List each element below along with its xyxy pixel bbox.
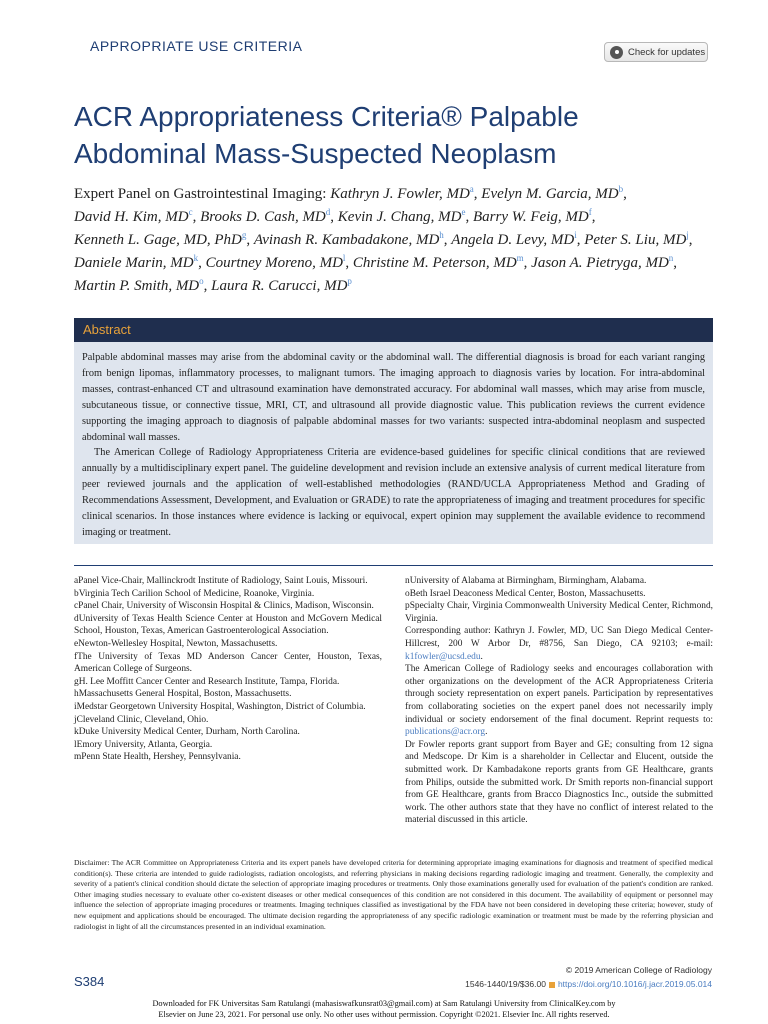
affiliation: dUniversity of Texas Health Science Center at Houston and McGovern Medical School, Houston, Texas, American Gastroenterological Association. [74, 613, 382, 637]
author-name: Barry W. Feig, MD [473, 209, 589, 225]
disclosure-statement: Dr Fowler reports grant support from Bayer and GE; consulting from 12 signa and Medscope. Dr Kim is a shareholder in Cellectar and Elucent, outside the submitted work. Dr Kambadakone reports grants from GE Healthcare, grants from Philips, outside the submitted work. Dr Smith reports non-financial support from GE Healthcare, grants from Bracco Diagnostics Inc., outside the submitted work. The other authors state that they have no conflict of interest related to the material discussed in this article. [405, 739, 713, 826]
author-line: Martin P. Smith, $MD^o$, Laura R. Carucci, $MD^p$ [74, 276, 352, 294]
author-name: Laura R. Carucci, MD [211, 278, 348, 294]
affiliation: lEmory University, Atlanta, Georgia. [74, 739, 213, 750]
author-name: Kenneth L. Gage, MD, PhD [74, 232, 242, 248]
author-name: Kevin J. Chang, MD [337, 209, 462, 225]
author-affiliation-mark[interactable]: k [193, 253, 199, 263]
disclaimer: Disclaimer: The ACR Committee on Appropriateness Criteria and its expert panels have developed criteria for determining appropriate imaging examinations for diagnosis and treatment of specified medical condition(s). These criteria are intended to guide radiologists, radiation oncologists, and referring physicians in making decisions regarding radiologic imaging and treatment. Generally, the complexity and severity of a patient's clinical condition should dictate the selection of appropriate imaging procedures or treatments. Only those examinations generally used for evaluation of the patient's condition are ranked. Other imaging studies necessary to evaluate other co-existent diseases or other medical consequences of this condition are not considered in this document. The availability of equipment or personnel may influence the selection of appropriate imaging procedures or treatments. Imaging techniques classified as investigational by the FDA have not been considered in developing these criteria; however, study of new equipment and applications should be encouraged. The ultimate decision regarding the appropriateness of any specific radiologic examination or treatment must be made by the referring physician and radiologist in light of all the circumstances presented in an individual examination. [74, 858, 713, 931]
corresponding-email-link[interactable]: k1fowler@ucsd.edu [405, 651, 481, 662]
author-affiliation-mark[interactable]: d [325, 207, 331, 217]
author-name: Peter S. Liu, MD [584, 232, 687, 248]
author-affiliation-mark[interactable]: g [241, 230, 247, 240]
download-notice-line: Elsevier on June 23, 2021. For personal use only. No other uses without permission. Copyright ©2021. Elsevier Inc. All rights reserved. [158, 1010, 610, 1019]
author-line: Expert Panel on Gastrointestinal Imaging: Kathryn J. Fowler, $MD^a$, Evelyn M. Garcia, $MD^b$, [74, 184, 627, 202]
download-notice-line: Downloaded for FK Universitas Sam Ratulangi (mahasiswafkunsrat03@gmail.com) at Sam Ratulangi University from ClinicalKey.com by [152, 999, 616, 1008]
acr-note [405, 663, 713, 739]
separator-square-icon [549, 982, 555, 988]
affiliation: pSpecialty Chair, Virginia Commonwealth University Medical Center, Richmond, Virginia. [405, 601, 713, 624]
affiliation: oBeth Israel Deaconess Medical Center, Boston, Massachusetts. [405, 588, 646, 599]
author-name: David H. Kim, MD [74, 209, 189, 225]
section-label: APPROPRIATE USE CRITERIA [90, 38, 303, 54]
author-affiliation-mark[interactable]: p [347, 276, 352, 286]
author-affiliation-mark[interactable]: b [618, 184, 624, 194]
author-affiliation-mark[interactable]: m [516, 253, 524, 263]
affiliations-right-column [405, 575, 713, 827]
acr-note-text: The American College of Radiology seeks and encourages collaboration with other organizations on the development of the ACR Appropriateness Criteria through society representation on expert panels. Participation by representatives from collaborating societies on the expert panel does not necessarily imply individual or society endorsement of the final document. Reprint requests to: [405, 664, 713, 725]
author-name: Courtney Moreno, MD [205, 255, 343, 271]
reprint-email-link[interactable]: publications@acr.org [405, 727, 486, 738]
author-name: Kathryn J. Fowler, MD [330, 186, 470, 202]
corresponding-author [405, 625, 713, 663]
affiliation: cPanel Chair, University of Wisconsin Hospital & Clinics, Madison, Wisconsin. [74, 601, 374, 612]
corresponding-author-text: Corresponding author: Kathryn J. Fowler, MD, UC San Diego Medical Center-Hillcrest, 200 W Arbor Dr, #8756, San Diego, CA 92103; e-mail: [405, 626, 713, 649]
author-affiliation-mark[interactable]: n [668, 253, 674, 263]
affiliation: nUniversity of Alabama at Birmingham, Birmingham, Alabama. [405, 576, 647, 586]
article-title [74, 98, 714, 172]
divider [74, 565, 713, 566]
author-affiliation-mark[interactable]: h [439, 230, 444, 240]
affiliation: gH. Lee Moffitt Cancer Center and Research Institute, Tampa, Florida. [74, 676, 340, 687]
author-name: Angela D. Levy, MD [451, 232, 575, 248]
affiliations-left-column [74, 575, 382, 764]
abstract-heading: Abstract [74, 318, 713, 342]
affiliation: mPenn State Health, Hershey, Pennsylvania. [74, 752, 241, 763]
title-line-1: ACR Appropriateness Criteria® Palpable [74, 101, 579, 132]
acr-note-end: . [485, 727, 488, 738]
affiliation: iMedstar Georgetown University Hospital, Washington, District of Columbia. [74, 701, 366, 712]
abstract-paragraph: Palpable abdominal masses may arise from the abdominal cavity or the abdominal wall. The differential diagnosis is broad for each variant ranging from benign lipomas, inflammatory processes, to malignant tumors. The imaging approach to diagnosis varies by location. For intra-abdominal masses, contrast-enhanced CT and ultrasound examination have demonstrated accuracy. For abdominal wall masses, which may arise from muscle, subcutaneous tissue, or connective tissue, MRI, CT, and ultrasound all provide diagnostic value. This publication reviews the current evidence supporting the imaging approach to diagnosis of palpable abdominal masses for two variants: suspected intra-abdominal neoplasm and suspected abdominal wall masses. [82, 352, 705, 443]
author-affiliation-mark[interactable]: l [342, 253, 346, 263]
issn: 1546-1440/19/$36.00 [465, 979, 546, 989]
corresponding-end: . [480, 651, 483, 662]
affiliation: kDuke University Medical Center, Durham, North Carolina. [74, 727, 300, 738]
affiliation: jCleveland Clinic, Cleveland, Ohio. [74, 714, 209, 725]
author-line: Kenneth L. Gage, MD, PhD$^g$, Avinash R. Kambadakone, $MD^h$, Angela D. Levy, $MD^i$, Peter S. Liu, $MD^j$, [74, 230, 693, 248]
author-name: Martin P. Smith, MD [74, 278, 200, 294]
author-name: Brooks D. Cash, MD [200, 209, 326, 225]
panel-prefix: Expert Panel on Gastrointestinal Imaging: [74, 186, 331, 202]
affiliation: hMassachusetts General Hospital, Boston, Massachusetts. [74, 689, 292, 700]
author-affiliation-mark[interactable]: f [588, 207, 592, 217]
crossmark-icon [610, 46, 623, 59]
affiliation: eNewton-Wellesley Hospital, Newton, Massachusetts. [74, 638, 278, 649]
author-line: David H. Kim, $MD^c$, Brooks D. Cash, $MD^d$, Kevin J. Chang, MDe, Barry W. Feig, $MD^f$, [74, 207, 596, 225]
title-line-2: Abdominal Mass-Suspected Neoplasm [74, 138, 557, 169]
author-affiliation-mark[interactable]: a [469, 184, 474, 194]
check-for-updates-label: Check for updates [628, 46, 706, 58]
author-name: Jason A. Pietryga, MD [531, 255, 669, 271]
author-affiliation-mark[interactable]: i [574, 230, 577, 240]
author-affiliation-mark[interactable]: o [199, 276, 204, 286]
page-number: S384 [74, 974, 105, 989]
doi-link[interactable]: https://doi.org/10.1016/j.jacr.2019.05.014 [557, 979, 712, 989]
author-affiliation-mark[interactable]: e [461, 207, 466, 217]
author-name: Evelyn M. Garcia, MD [481, 186, 619, 202]
check-for-updates-button[interactable] [604, 42, 708, 62]
abstract-body [74, 342, 713, 544]
download-notice [0, 998, 768, 1020]
author-affiliation-mark[interactable]: c [188, 207, 193, 217]
author-name: Daniele Marin, MD [74, 255, 194, 271]
abstract-paragraph: The American College of Radiology Appropriateness Criteria are evidence-based guidelines for specific clinical conditions that are reviewed annually by a multidisciplinary expert panel. The guideline development and revision include an extensive analysis of current medical literature from peer reviewed journals and the application of well-established methodologies (RAND/UCLA Appropriateness Method and Grading of Recommendations Assessment, Development, and Evaluation or GRADE) to rate the appropriateness of imaging and treatment procedures for specific clinical scenarios. In those instances where evidence is lacking or equivocal, expert opinion may supplement the available evidence to recommend imaging or treatment. [82, 447, 705, 538]
author-affiliation-mark[interactable]: j [686, 230, 689, 240]
affiliation: bVirginia Tech Carilion School of Medicine, Roanoke, Virginia. [74, 588, 315, 599]
author-list [74, 183, 714, 298]
affiliation: fThe University of Texas MD Anderson Cancer Center, Houston, Texas, American College of Surgeons. [74, 651, 382, 675]
author-line: Daniele Marin, $MD^k$, Courtney Moreno, $MD^l$, Christine M. Peterson, $MD^m$, Jason A. Pietryga, $MD^n$, [74, 253, 678, 271]
author-name: Avinash R. Kambadakone, MD [253, 232, 440, 248]
copyright: © 2019 American College of Radiology [565, 965, 712, 975]
author-name: Christine M. Peterson, MD [352, 255, 517, 271]
affiliation: aPanel Vice-Chair, Mallinckrodt Institute of Radiology, Saint Louis, Missouri. [74, 576, 368, 586]
issn-doi [465, 979, 712, 989]
